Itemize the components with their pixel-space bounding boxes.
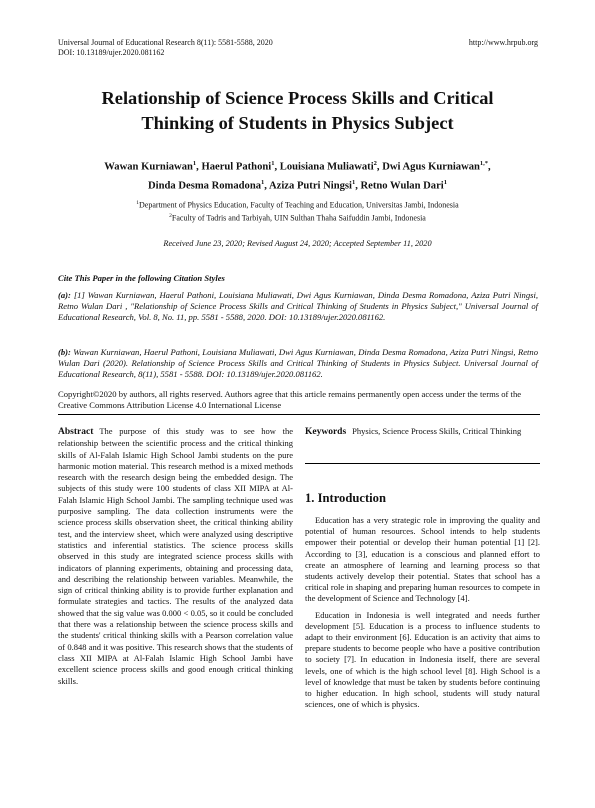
affiliation-text: Department of Physics Education, Faculty of Teaching and Education, Universitas Jambi, Indonesia <box>139 200 459 210</box>
author-separator: , <box>355 180 361 192</box>
author-affil-mark: 1 <box>443 178 447 186</box>
author-list <box>50 156 545 193</box>
author-name: Aziza Putri Ningsi <box>269 180 352 192</box>
keywords-block <box>305 426 540 438</box>
paper-title <box>40 86 555 136</box>
affiliation-1 <box>50 198 545 211</box>
introduction-body <box>305 515 540 710</box>
author-affil-mark: 1 <box>261 178 265 186</box>
author-name: Louisiana Muliawati <box>279 161 374 173</box>
affiliation-2 <box>50 211 545 224</box>
citation-a-label: (a): <box>58 290 71 300</box>
author-name: Retno Wulan Dari <box>360 180 444 192</box>
affiliation-mark: 1 <box>136 200 140 206</box>
keywords-label: Keywords <box>305 427 347 437</box>
author-separator: , <box>274 161 280 173</box>
section-divider <box>58 414 540 415</box>
affiliation-text: Faculty of Tadris and Tarbiyah, UIN Sulthan Thaha Saifuddin Jambi, Indonesia <box>171 213 426 223</box>
affiliations <box>50 198 545 224</box>
intro-paragraph: Education in Indonesia is well integrated and needs further development [5]. Education is a process to influence students to adapt to their environment [6]. Education is an activity that aims to prepare students to become people who have a positive contribution to society [7]. In education in Indonesia itself, there are several levels, one of which is the high school level [8]. High School is a level of knowledge that must be taken by students before continuing to higher education. In high school, students will study natural sciences, one of which is physics. <box>305 609 540 710</box>
citation-style-b <box>58 347 538 381</box>
citation-heading: Cite This Paper in the following Citation Styles <box>58 273 225 283</box>
author-affil-mark: 1 <box>351 178 356 186</box>
author-affil-mark: 1 <box>192 160 197 167</box>
title-line-2: Thinking of Students in Physics Subject <box>141 113 454 133</box>
affiliation-mark: 2 <box>169 213 172 220</box>
author-name: Wawan Kurniawan <box>104 161 193 173</box>
author-separator: , <box>488 161 491 173</box>
abstract-text: The purpose of this study was to see how the relationship between the scientific process and the critical thinking skills of Al-Falah Islamic High School Jambi students on the pure harmonic motion material. This research method is a mixed methods research with the research design being the embedded design. The subjects of this study were 100 students of class XII MIPA at Al-Falah Islamic High School Jambi. The sampling technique used was purposive sampling. The data collection instruments were the science process skills observation sheet, the critical thinking ability test, and the interview sheet, which were analyzed using descriptive statistics and inferential statistics. The science process skills observed in this study are integrated science process skills with indicators of planning experiments, obtaining and processing data, and describing the relationship between variables. Meanwhile, the sign of critical thinking ability is to provide further explanation and formulate strategies and tactics. The results of the analyzed data showed that the sig value was 0.000 < 0.05, so it could be concluded that there was a relationship between the science process skills and the students' critical thinking skills with a Pearson correlation value of 0.848 and it was positive. This research shows that the students of class XII MIPA at Al-Falah Islamic High School Jambi have excellent science process skills and good enough critical thinking skills. <box>58 426 293 686</box>
abstract-label: Abstract <box>58 427 94 437</box>
author-line-1 <box>50 156 545 175</box>
author-name: Dinda Desma Romadona <box>148 180 262 192</box>
author-affil-mark: 1 <box>271 160 275 167</box>
keywords-text: Physics, Science Process Skills, Critical Thinking <box>352 426 522 436</box>
author-affil-mark: 1,* <box>479 160 489 167</box>
author-line-2 <box>50 175 545 194</box>
running-header <box>58 38 273 58</box>
author-separator: , <box>196 161 202 173</box>
author-name: Haerul Pathoni <box>201 161 272 173</box>
title-line-1: Relationship of Science Process Skills and Critical <box>101 88 494 108</box>
author-name: Dwi Agus Kurniawan <box>382 161 480 173</box>
doi-line: DOI: 10.13189/ujer.2020.081162 <box>58 48 165 57</box>
section-heading-introduction: 1. Introduction <box>305 491 386 505</box>
keywords-divider <box>305 463 540 464</box>
author-affil-mark: 2 <box>373 160 377 167</box>
journal-url[interactable]: http://www.hrpub.org <box>468 38 538 47</box>
citation-a-text: [1] Wawan Kurniawan, Haerul Pathoni, Louisiana Muliawati, Dwi Agus Kurniawan, Dinda Desma Romadona, Aziza Putri Ningsi, Retno Wulan Dari , "Relationship of Science Process Skills and Critical Thinking of Students in Physics Subject," Universal Journal of Educational Research, Vol. 8, No. 11, pp. 5581 - 5588, 2020. DOI: 10.13189/ujer.2020.081162. <box>58 290 538 323</box>
author-separator: , <box>376 161 383 173</box>
journal-line: Universal Journal of Educational Research 8(11): 5581-5588, 2020 <box>58 38 273 47</box>
intro-paragraph: Education has a very strategic role in improving the quality and potential of human resources. School intends to help students empower their potential or develop their human potential [1] [2]. According to [3], education is a conscious and planned effort to create an atmosphere of learning and learning process so that students actively develop their potential. States that school has a critical role in shaping and preparing human resources to compete in the development of Science and Technology [4]. <box>305 515 540 604</box>
author-separator: , <box>264 180 269 192</box>
copyright-notice: Copyright©2020 by authors, all rights reserved. Authors agree that this article remains permanently open access under the terms of the Creative Commons Attribution License 4.0 International License <box>58 389 522 411</box>
citation-b-label: (b): <box>58 347 71 357</box>
submission-dates: Received June 23, 2020; Revised August 24, 2020; Accepted September 11, 2020 <box>163 239 432 248</box>
citation-b-text: Wawan Kurniawan, Haerul Pathoni, Louisiana Muliawati, Dwi Agus Kurniawan, Dinda Desma Romadona, Aziza Putri Ningsi, Retno Wulan Dari (2020). Relationship of Science Process Skills and Critical Thinking of Students in Physics Subject. Universal Journal of Educational Research, 8(11), 5581 - 5588. DOI: 10.13189/ujer.2020.081162. <box>58 347 538 380</box>
citation-style-a <box>58 290 538 324</box>
abstract-block <box>58 426 293 687</box>
